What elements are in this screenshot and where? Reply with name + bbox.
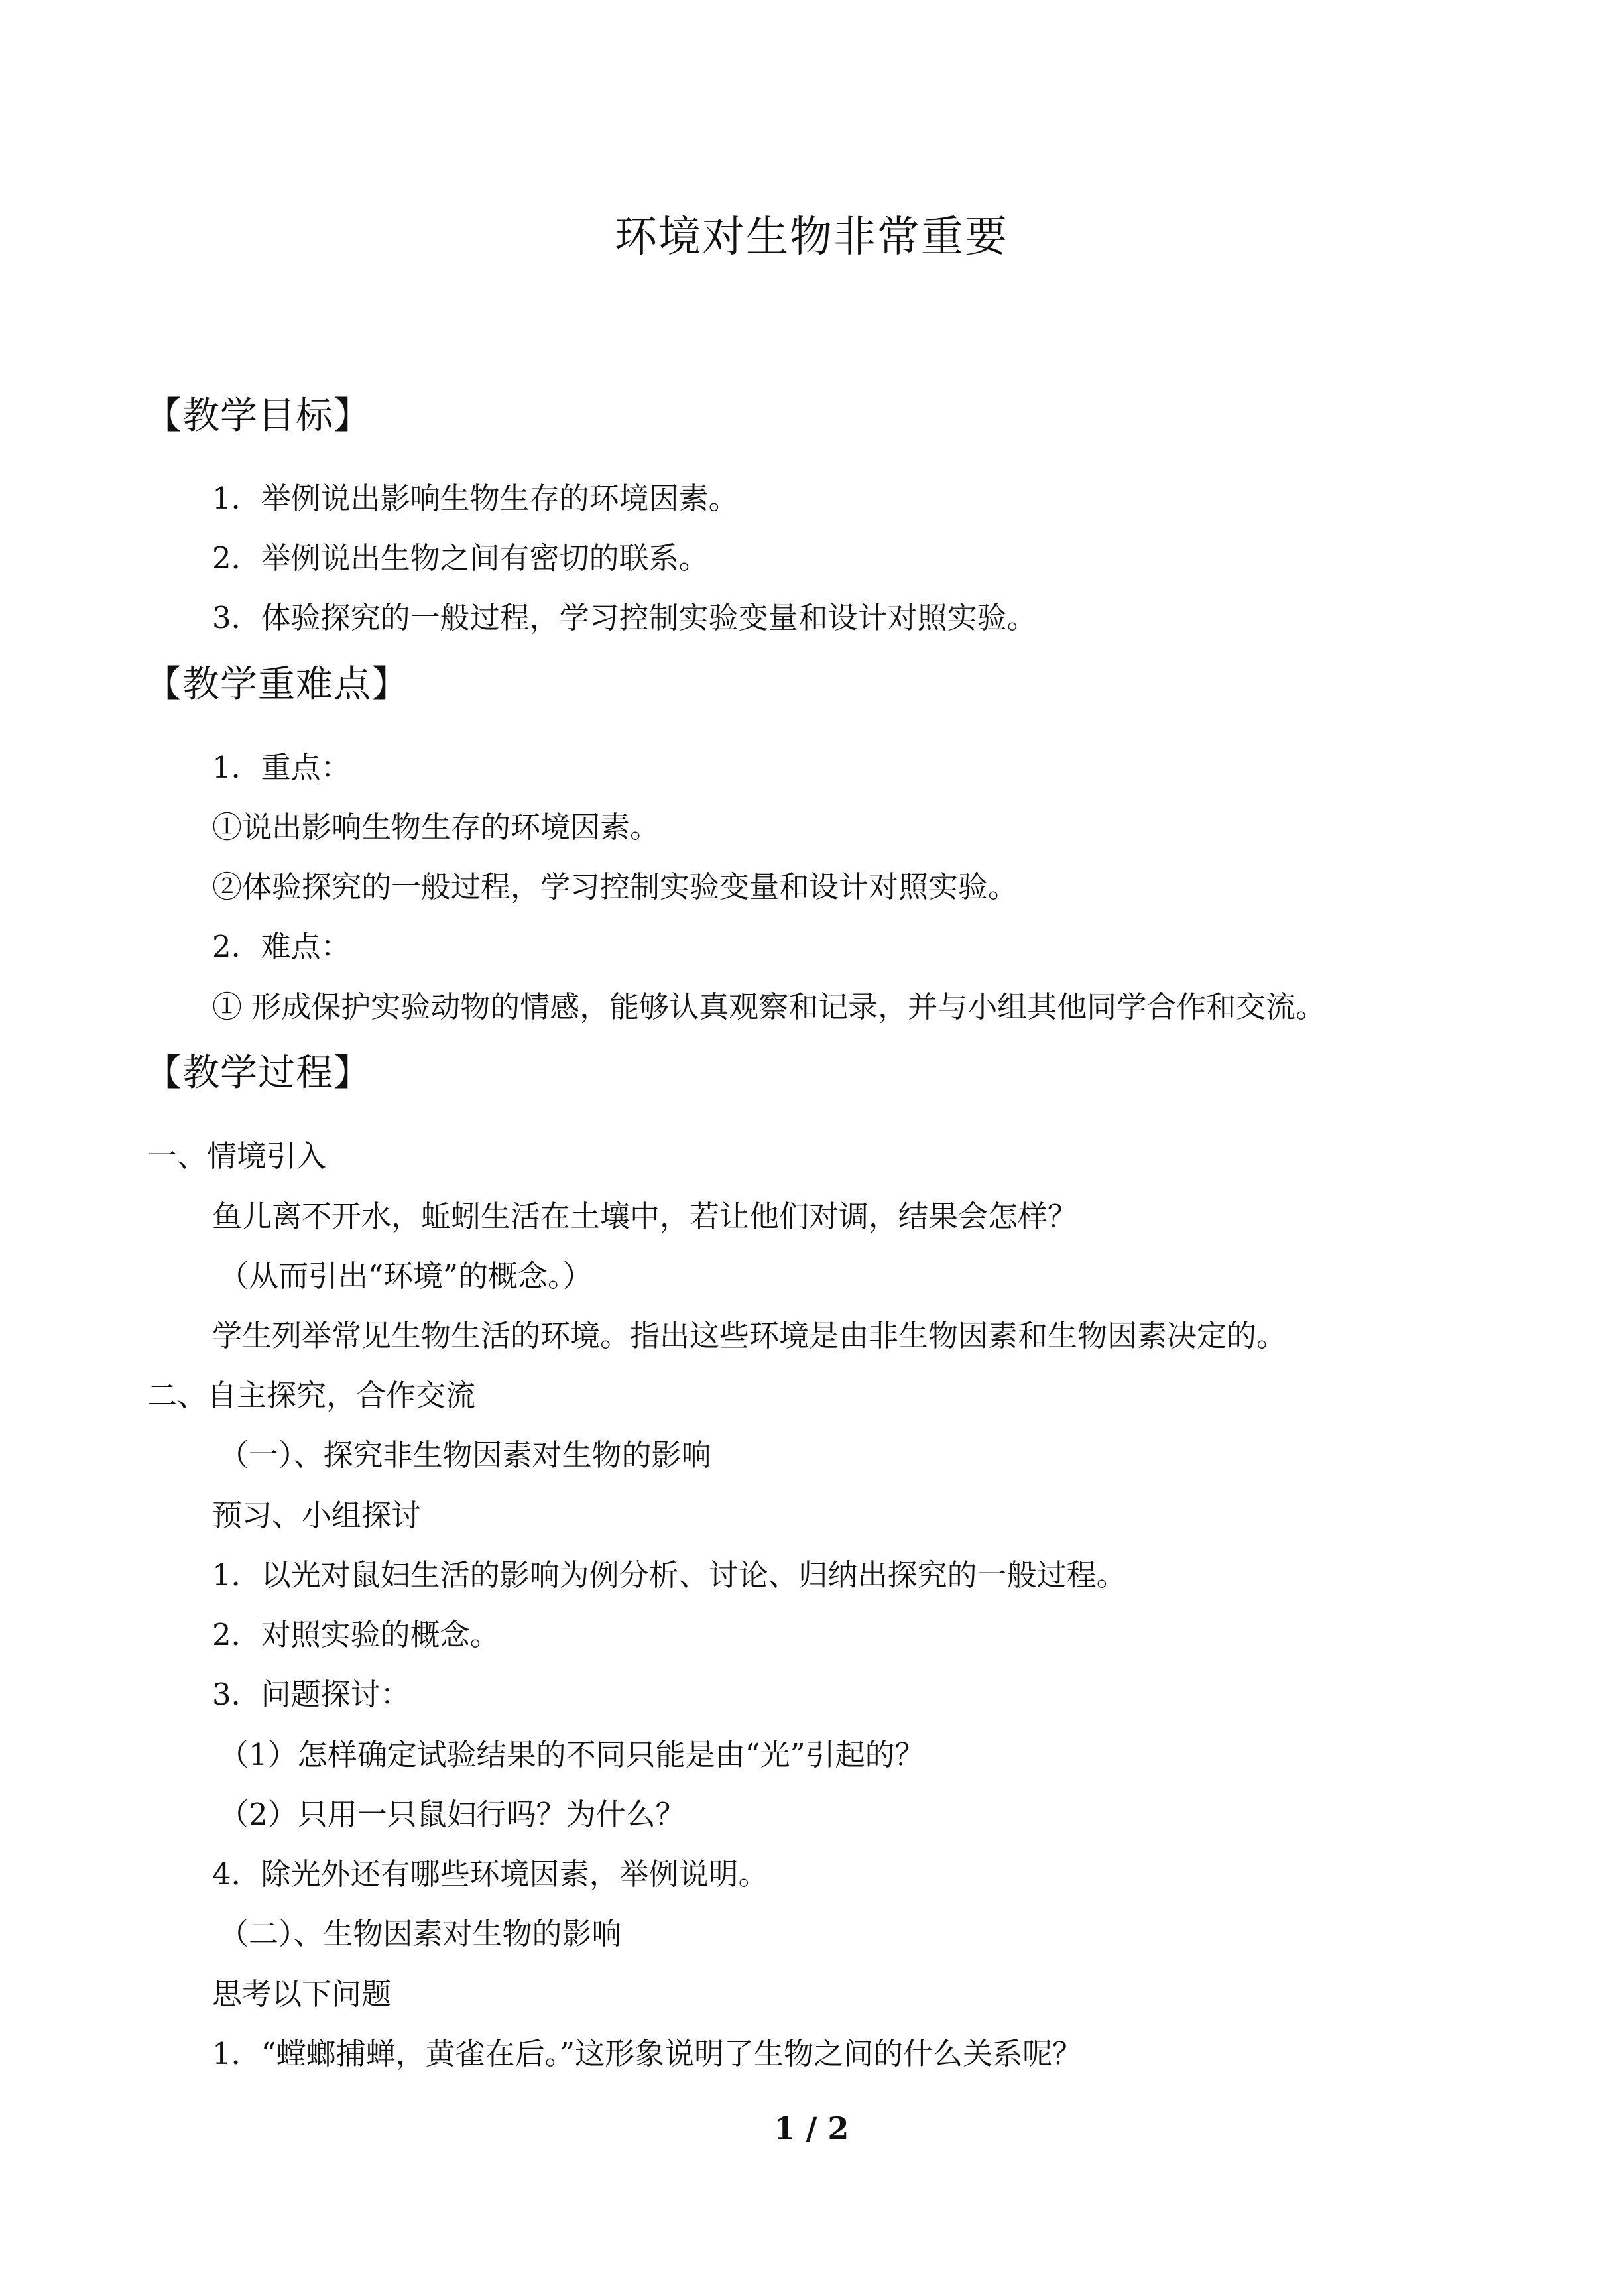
section-heading-key-points: 【教学重难点】: [145, 663, 409, 706]
process-item: （2）只用一只鼠妇行吗？为什么？: [219, 1797, 686, 1832]
process-part-title: 一、情境引入: [147, 1138, 327, 1174]
process-item: 鱼儿离不开水，蚯蚓生活在土壤中，若让他们对调，结果会怎样？: [212, 1199, 1078, 1234]
section-heading-process: 【教学过程】: [145, 1052, 371, 1095]
process-item: 学生列举常见生物生活的环境。指出这些环境是由非生物因素和生物因素决定的。: [212, 1318, 1287, 1353]
objective-item: 3．体验探究的一般过程，学习控制实验变量和设计对照实验。: [212, 600, 1037, 635]
process-item: （一）、探究非生物因素对生物的影响: [219, 1437, 711, 1473]
key-point-item: ① 形成保护实验动物的情感，能够认真观察和记录，并与小组其他同学合作和交流。: [212, 989, 1326, 1024]
key-point-item: 1．重点：: [212, 750, 351, 785]
page-number: 1 / 2: [774, 2110, 849, 2146]
process-item: （1）怎样确定试验结果的不同只能是由“光”引起的？: [219, 1737, 925, 1772]
document-title: 环境对生物非常重要: [615, 213, 1008, 262]
section-heading-objectives: 【教学目标】: [145, 394, 371, 438]
process-item: 2．对照实验的概念。: [212, 1617, 500, 1652]
key-point-item: 2．难点：: [212, 929, 351, 964]
process-part-title: 二、自主探究，合作交流: [147, 1378, 476, 1413]
process-item: 4．除光外还有哪些环境因素，举例说明。: [212, 1856, 768, 1892]
process-item: 3．问题探讨：: [212, 1677, 410, 1712]
process-item: （从而引出“环境”的概念。）: [219, 1258, 593, 1294]
process-item: 1．“螳螂捕蝉，黄雀在后。”这形象说明了生物之间的什么关系呢？: [212, 2036, 1083, 2071]
process-item: 思考以下问题: [212, 1976, 392, 2012]
objective-item: 2．举例说出生物之间有密切的联系。: [212, 540, 709, 575]
key-point-item: ②体验探究的一般过程，学习控制实验变量和设计对照实验。: [212, 869, 1018, 904]
process-item: 预习、小组探讨: [212, 1498, 422, 1533]
process-item: 1．以光对鼠妇生活的影响为例分析、讨论、归纳出探究的一般过程。: [212, 1557, 1126, 1593]
process-item: （二）、生物因素对生物的影响: [219, 1916, 622, 1951]
objective-item: 1．举例说出影响生物生存的环境因素。: [212, 481, 739, 516]
key-point-item: ①说出影响生物生存的环境因素。: [212, 810, 660, 845]
